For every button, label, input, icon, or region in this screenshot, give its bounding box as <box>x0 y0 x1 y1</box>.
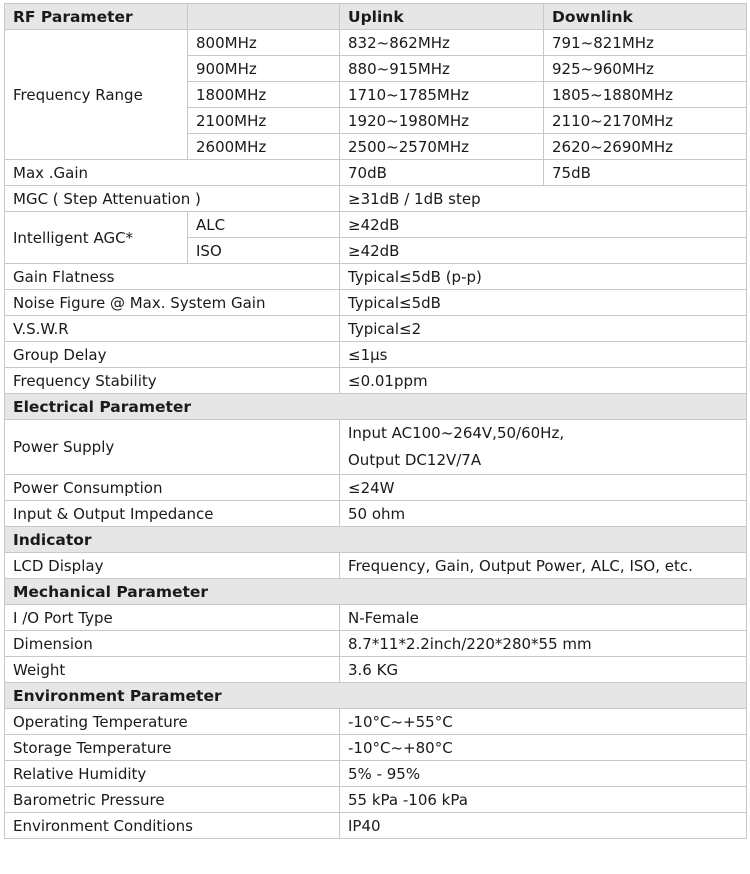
row-label: Environment Conditions <box>5 813 340 839</box>
band-label: 2600MHz <box>188 134 340 160</box>
section-title: Electrical Parameter <box>5 394 747 420</box>
row-value: ≤0.01ppm <box>340 368 747 394</box>
row-value: ≥31dB / 1dB step <box>340 186 747 212</box>
downlink-header: Downlink <box>544 4 747 30</box>
row-value: Frequency, Gain, Output Power, ALC, ISO, etc. <box>340 553 747 579</box>
row-value: 55 kPa -106 kPa <box>340 787 747 813</box>
row-value: Typical≤2 <box>340 316 747 342</box>
uplink-value: 1920~1980MHz <box>340 108 544 134</box>
row-label: Frequency Stability <box>5 368 340 394</box>
section-title: Mechanical Parameter <box>5 579 747 605</box>
downlink-value: 2110~2170MHz <box>544 108 747 134</box>
table-row <box>5 761 747 787</box>
power-supply-value <box>340 420 747 475</box>
table-row <box>5 553 747 579</box>
power-supply-line2: Output DC12V/7A <box>348 451 482 469</box>
table-row <box>5 605 747 631</box>
table-row <box>5 631 747 657</box>
table-row <box>5 264 747 290</box>
table-row <box>5 290 747 316</box>
table-row <box>5 501 747 527</box>
band-label: 900MHz <box>188 56 340 82</box>
table-row <box>5 475 747 501</box>
row-value: ≤24W <box>340 475 747 501</box>
table-row <box>5 186 747 212</box>
downlink-value: 925~960MHz <box>544 56 747 82</box>
section-title: Indicator <box>5 527 747 553</box>
section-header-environment <box>5 683 747 709</box>
uplink-value: 832~862MHz <box>340 30 544 56</box>
row-label: I /O Port Type <box>5 605 340 631</box>
table-row <box>5 316 747 342</box>
frequency-range-label: Frequency Range <box>5 30 188 160</box>
spec-table <box>4 3 747 839</box>
row-label: Storage Temperature <box>5 735 340 761</box>
row-value: 3.6 KG <box>340 657 747 683</box>
table-row <box>5 813 747 839</box>
section-title: Environment Parameter <box>5 683 747 709</box>
section-header-rf <box>5 4 747 30</box>
row-label: Dimension <box>5 631 340 657</box>
section-title: RF Parameter <box>5 4 188 30</box>
row-label: LCD Display <box>5 553 340 579</box>
row-value: N-Female <box>340 605 747 631</box>
row-value: 8.7*11*2.2inch/220*280*55 mm <box>340 631 747 657</box>
row-value: 50 ohm <box>340 501 747 527</box>
power-supply-line1: Input AC100~264V,50/60Hz, <box>348 424 565 442</box>
uplink-value: 2500~2570MHz <box>340 134 544 160</box>
uplink-value: 880~915MHz <box>340 56 544 82</box>
downlink-value: 791~821MHz <box>544 30 747 56</box>
table-row <box>5 420 747 475</box>
section-header-electrical <box>5 394 747 420</box>
iso-label: ISO <box>188 238 340 264</box>
table-row <box>5 212 747 238</box>
table-row <box>5 368 747 394</box>
alc-label: ALC <box>188 212 340 238</box>
row-label: Group Delay <box>5 342 340 368</box>
table-row <box>5 160 747 186</box>
iso-value: ≥42dB <box>340 238 747 264</box>
section-header-indicator <box>5 527 747 553</box>
uplink-header: Uplink <box>340 4 544 30</box>
agc-label: Intelligent AGC* <box>5 212 188 264</box>
row-value: 5% - 95% <box>340 761 747 787</box>
row-value: Typical≤5dB <box>340 290 747 316</box>
row-label: V.S.W.R <box>5 316 340 342</box>
row-label: Noise Figure @ Max. System Gain <box>5 290 340 316</box>
table-row <box>5 787 747 813</box>
table-row <box>5 30 747 56</box>
band-label: 2100MHz <box>188 108 340 134</box>
row-value: -10°C~+55°C <box>340 709 747 735</box>
uplink-value: 70dB <box>340 160 544 186</box>
downlink-value: 2620~2690MHz <box>544 134 747 160</box>
downlink-value: 75dB <box>544 160 747 186</box>
row-label: Input & Output Impedance <box>5 501 340 527</box>
row-label: Power Consumption <box>5 475 340 501</box>
downlink-value: 1805~1880MHz <box>544 82 747 108</box>
row-value: Typical≤5dB (p-p) <box>340 264 747 290</box>
table-row <box>5 657 747 683</box>
row-label: Gain Flatness <box>5 264 340 290</box>
table-row <box>5 342 747 368</box>
row-label: Relative Humidity <box>5 761 340 787</box>
row-label: Weight <box>5 657 340 683</box>
table-row <box>5 709 747 735</box>
row-value: IP40 <box>340 813 747 839</box>
table-row <box>5 735 747 761</box>
row-label: MGC ( Step Attenuation ) <box>5 186 340 212</box>
alc-value: ≥42dB <box>340 212 747 238</box>
row-label: Operating Temperature <box>5 709 340 735</box>
band-label: 1800MHz <box>188 82 340 108</box>
row-value: -10°C~+80°C <box>340 735 747 761</box>
uplink-value: 1710~1785MHz <box>340 82 544 108</box>
row-label: Barometric Pressure <box>5 787 340 813</box>
row-label: Max .Gain <box>5 160 340 186</box>
row-value: ≤1μs <box>340 342 747 368</box>
section-header-mechanical <box>5 579 747 605</box>
row-label: Power Supply <box>5 420 340 475</box>
band-label: 800MHz <box>188 30 340 56</box>
